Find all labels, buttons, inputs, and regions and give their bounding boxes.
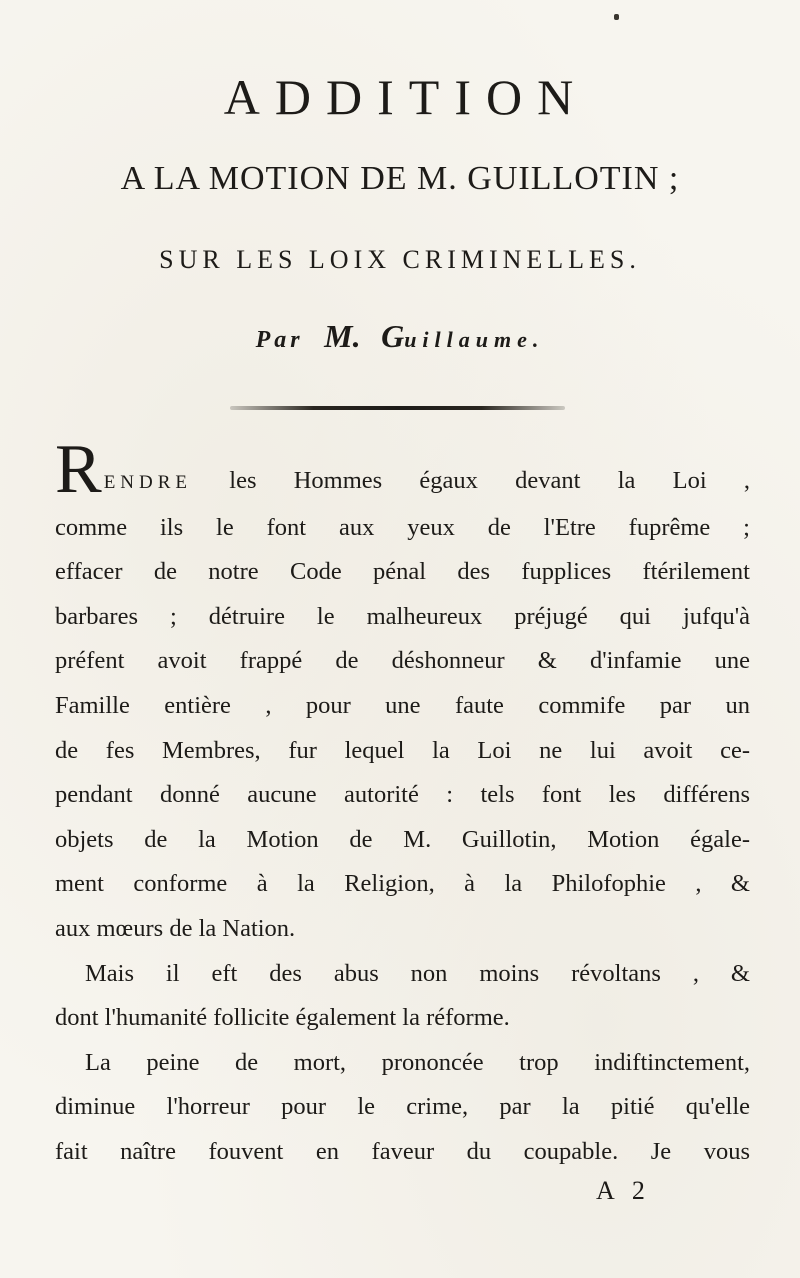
paragraph-1-line: RENDRE les Hommes égaux devant la Loi , <box>55 431 750 508</box>
paragraph-3-line: La peine de mort, prononcée trop indiftinctement, <box>85 1048 750 1076</box>
author-initial: G <box>381 318 405 354</box>
body-text <box>55 431 750 1175</box>
paragraph-1-line: barbares ; détruire le malheureux préjugé qui jufqu'à <box>55 602 750 630</box>
paragraph-2-line: Mais il eft des abus non moins révoltans , & <box>85 959 750 987</box>
paragraph-1-line: pendant donné aucune autorité : tels font les différens <box>55 781 750 809</box>
ink-mark <box>614 14 619 20</box>
author-par: Par <box>255 327 304 353</box>
paragraph-2-line: dont l'humanité follicite également la réforme. <box>55 1004 510 1032</box>
drop-cap-rest: ENDRE <box>103 472 193 493</box>
subtitle-topic: SUR LES LOIX CRIMINELLES. <box>159 245 641 274</box>
paragraph-1-line: préfent avoit frappé de déshonneur & d'infamie une <box>55 647 750 675</box>
signature-mark: A 2 <box>596 1176 651 1205</box>
paragraph-1-line: aux mœurs de la Nation. <box>55 914 296 942</box>
paragraph-1-line: comme ils le font aux yeux de l'Etre fuprême ; <box>55 513 750 541</box>
ornamental-rule <box>230 406 565 410</box>
subtitle: A LA MOTION DE M. GUILLOTIN ; <box>120 160 680 197</box>
author-title: M. <box>324 318 361 354</box>
paragraph-1-line: ment conforme à la Religion, à la Philofophie , & <box>55 870 750 898</box>
paragraph-1-line: effacer de notre Code pénal des fupplices ftérilement <box>55 558 750 586</box>
page-title: ADDITION <box>223 69 589 125</box>
paragraph-1-line: objets de la Motion de M. Guillotin, Motion égale- <box>55 825 750 853</box>
paragraph-1-line: de fes Membres, fur lequel la Loi ne lui avoit ce- <box>55 736 750 764</box>
paragraph-3-line: fait naître fouvent en faveur du coupable. Je vous <box>55 1137 750 1165</box>
drop-cap: R <box>55 431 102 508</box>
author-line <box>0 318 800 355</box>
author-name: uillaume. <box>404 327 545 352</box>
paragraph-3-line: diminue l'horreur pour le crime, par la pitié qu'elle <box>55 1093 750 1121</box>
paragraph-1-line: Famille entière , pour une faute commife par un <box>55 691 750 719</box>
